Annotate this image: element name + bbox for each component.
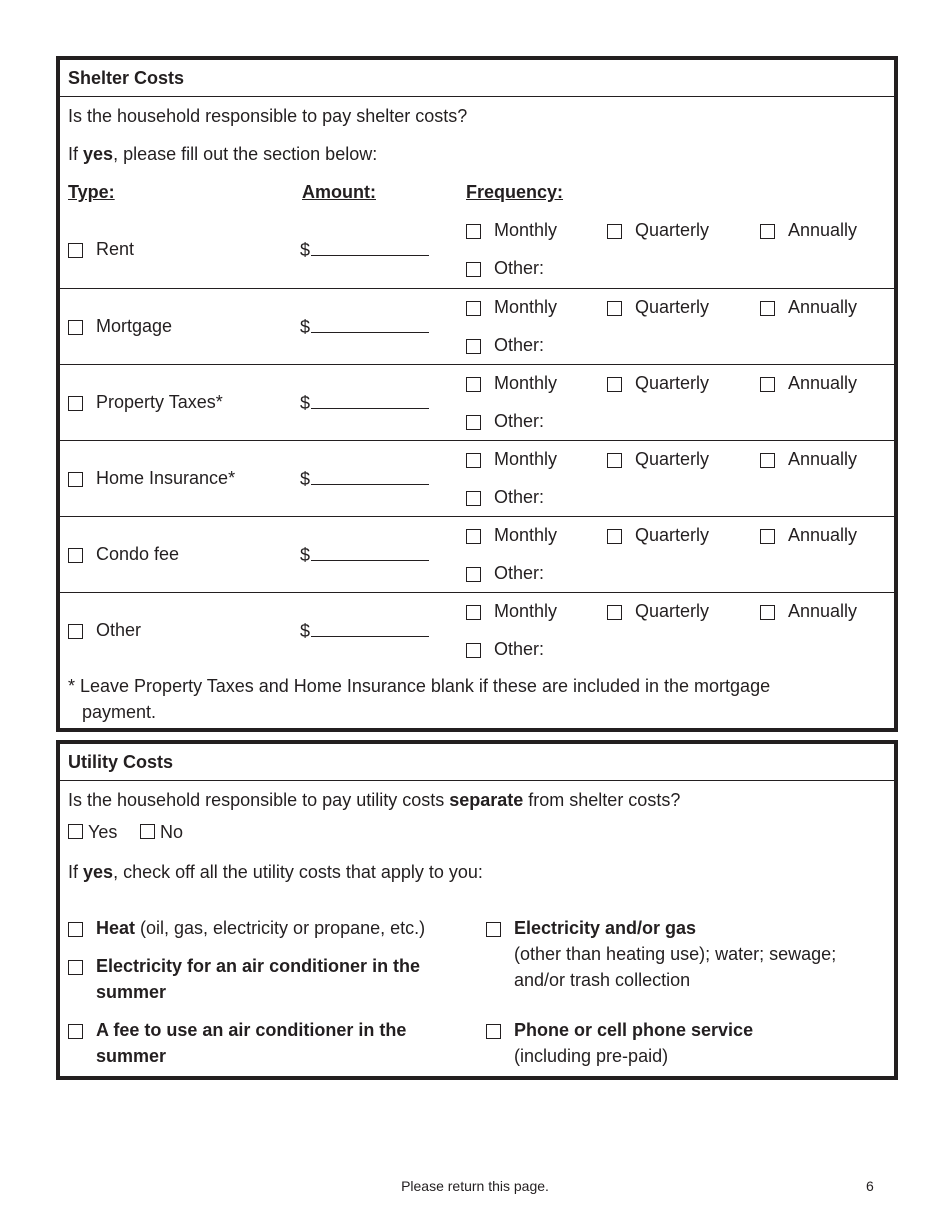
type-label: Other [96,620,142,640]
no-label: No [160,822,184,842]
quarterly-label: Quarterly [635,449,710,469]
monthly-checkbox[interactable] [466,529,481,544]
other-frequency-label: Other: [494,639,545,659]
monthly-label: Monthly [494,220,558,240]
monthly-label: Monthly [494,601,558,621]
annually-checkbox[interactable] [760,453,775,468]
other-frequency-checkbox[interactable] [466,262,481,277]
type-label: Property Taxes* [96,392,223,412]
yes-label: Yes [88,822,118,842]
col-amount-header: Amount: [302,182,376,202]
other-frequency-label: Other: [494,487,545,507]
shelter-footnote-line1: * Leave Property Taxes and Home Insurance blank if these are included in the mortgage [68,676,771,696]
quarterly-label: Quarterly [635,297,710,317]
phone-service-label: Phone or cell phone service [514,1020,754,1040]
monthly-checkbox[interactable] [466,301,481,316]
annually-label: Annually [788,449,858,469]
other-frequency-checkbox[interactable] [466,567,481,582]
type-checkbox[interactable] [68,243,83,258]
monthly-checkbox[interactable] [466,377,481,392]
section-title: Shelter Costs [60,60,894,97]
type-label: Home Insurance* [96,468,236,488]
amount-blank[interactable] [311,390,429,409]
yes-checkbox[interactable] [68,824,83,839]
col-frequency-header: Frequency: [466,182,564,202]
annually-label: Annually [788,220,858,240]
section-title: Utility Costs [60,744,894,781]
annually-checkbox[interactable] [760,377,775,392]
ac-electricity-checkbox[interactable] [68,960,83,975]
quarterly-label: Quarterly [635,525,710,545]
shelter-row [60,516,894,593]
quarterly-label: Quarterly [635,373,710,393]
type-label: Condo fee [96,544,180,564]
phone-service-checkbox[interactable] [486,1024,501,1039]
currency-symbol: $ [300,393,311,413]
annually-label: Annually [788,373,858,393]
currency-symbol: $ [300,621,311,641]
shelter-footnote-line2: payment. [82,702,157,722]
amount-field[interactable] [300,618,429,642]
monthly-checkbox[interactable] [466,224,481,239]
annually-label: Annually [788,601,858,621]
quarterly-checkbox[interactable] [607,301,622,316]
quarterly-checkbox[interactable] [607,453,622,468]
type-checkbox[interactable] [68,396,83,411]
quarterly-label: Quarterly [635,601,710,621]
type-label: Mortgage [96,316,173,336]
monthly-label: Monthly [494,297,558,317]
other-frequency-label: Other: [494,258,545,278]
quarterly-checkbox[interactable] [607,529,622,544]
amount-field[interactable] [300,542,429,566]
electricity-gas-desc-line1: (other than heating use); water; sewage; [514,944,837,964]
monthly-label: Monthly [494,373,558,393]
type-checkbox[interactable] [68,548,83,563]
annually-checkbox[interactable] [760,301,775,316]
amount-blank[interactable] [311,314,429,333]
currency-symbol: $ [300,317,311,337]
other-frequency-label: Other: [494,563,545,583]
utility-costs-section [56,740,898,1080]
amount-blank[interactable] [311,237,429,256]
ac-fee-label-line2: summer [96,1046,167,1066]
quarterly-checkbox[interactable] [607,224,622,239]
shelter-row [60,288,894,365]
shelter-row [60,212,894,288]
amount-blank[interactable] [311,542,429,561]
utility-instructions: If yes, check off all the utility costs that apply to you: [68,862,483,882]
shelter-question: Is the household responsible to pay shelter costs? [68,106,468,126]
shelter-row [60,440,894,517]
shelter-costs-section [56,56,898,732]
ac-fee-checkbox[interactable] [68,1024,83,1039]
heat-checkbox[interactable] [68,922,83,937]
ac-electricity-label-line1: Electricity for an air conditioner in the [96,956,421,976]
type-label: Rent [96,239,135,259]
quarterly-checkbox[interactable] [607,605,622,620]
electricity-gas-label: Electricity and/or gas [514,918,697,938]
ac-electricity-label-line2: summer [96,982,167,1002]
other-frequency-label: Other: [494,335,545,355]
monthly-label: Monthly [494,525,558,545]
electricity-gas-checkbox[interactable] [486,922,501,937]
other-frequency-checkbox[interactable] [466,643,481,658]
col-type-header: Type: [68,182,115,202]
annually-label: Annually [788,297,858,317]
monthly-checkbox[interactable] [466,605,481,620]
monthly-label: Monthly [494,449,558,469]
amount-field[interactable] [300,390,429,414]
quarterly-checkbox[interactable] [607,377,622,392]
phone-service-desc: (including pre-paid) [514,1046,669,1066]
annually-checkbox[interactable] [760,224,775,239]
type-checkbox[interactable] [68,320,83,335]
other-frequency-checkbox[interactable] [466,415,481,430]
shelter-row [60,592,894,669]
type-checkbox[interactable] [68,624,83,639]
amount-blank[interactable] [311,466,429,485]
electricity-gas-desc-line2: and/or trash collection [514,970,691,990]
annually-label: Annually [788,525,858,545]
type-checkbox[interactable] [68,472,83,487]
other-frequency-label: Other: [494,411,545,431]
no-checkbox[interactable] [140,824,155,839]
annually-checkbox[interactable] [760,605,775,620]
page-number: 6 [866,1178,874,1194]
other-frequency-checkbox[interactable] [466,339,481,354]
currency-symbol: $ [300,240,311,260]
quarterly-label: Quarterly [635,220,710,240]
amount-blank[interactable] [311,618,429,637]
currency-symbol: $ [300,545,311,565]
amount-field[interactable] [300,466,429,490]
amount-field[interactable] [300,237,429,261]
other-frequency-checkbox[interactable] [466,491,481,506]
monthly-checkbox[interactable] [466,453,481,468]
utility-question: Is the household responsible to pay utility costs separate from shelter costs? [68,790,681,810]
shelter-instructions: If yes, please fill out the section below: [68,144,378,164]
amount-field[interactable] [300,314,429,338]
annually-checkbox[interactable] [760,529,775,544]
currency-symbol: $ [300,469,311,489]
ac-fee-label-line1: A fee to use an air conditioner in the [96,1020,407,1040]
footer-note: Please return this page. [401,1178,549,1194]
heat-label: Heat (oil, gas, electricity or propane, etc.) [96,918,426,938]
shelter-row [60,364,894,441]
